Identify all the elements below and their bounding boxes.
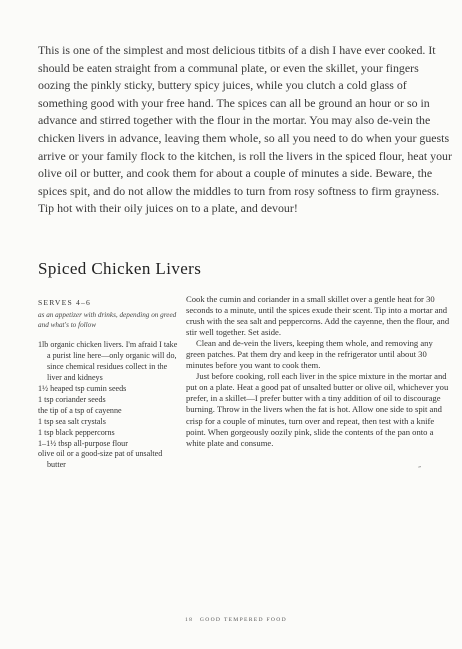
method-step: Just before cooking, roll each liver in the spice mixture in the mortar and put on a plate. Heat a good pat of unsalted butter or olive oil, whichever you prefer, in a skillet—I prefer butter with a tiny addition of oil to discourage burning. Throw in the livers when the fat is hot. Allow one side to spit and crisp for a couple of minutes, turn over and repeat, then test with a knife point. When gorgeously oozily pink, slide the contents of the pan onto a white plate and consume.: [186, 371, 449, 448]
ingredient-item: 1–1½ tbsp all-purpose flour: [38, 438, 128, 448]
ingredient-item: 1½ heaped tsp cumin seeds: [38, 384, 127, 394]
intro-paragraph: This is one of the simplest and most delicious titbits of a dish I have ever cooked. It should be eaten straight from a communal plate, or even the skillet, your fingers oozing the pinkly sticky, buttery spicy juices, while you clutch a cold glass of something good with your free hand. The spices can all be ground an hour or so in advance and stirred together with the flour in the mortar. You may also de-vein the chicken livers in advance, leaving them whole, so all you need to do when your guests arrive or your family flock to the kitchen, is roll the livers in the spiced flour, heat your olive oil or butter, and cook them for about a couple of minutes a side. Beware, the spices spit, and do not allow the middles to turn from rosy softness to firm grayness. Tip hot with their oily juices on to a plate, and devour!: [38, 43, 452, 216]
method-step: Cook the cumin and coriander in a small skillet over a gentle heat for 30 seconds to a minute, until the spices exude their scent. Tip into a mortar and crush with the sea salt and peppercorns. Add the cayenne, then the flour, and stir well together. Set aside.: [186, 294, 450, 338]
page-number: 18: [185, 617, 194, 623]
recipe-title: Spiced Chicken Livers: [38, 259, 202, 278]
method-column: [186, 294, 450, 449]
ingredient-item: 1 tsp sea salt crystals: [38, 416, 106, 426]
method-step: Clean and de-vein the livers, keeping them whole, and removing any green patches. Pat them dry and keep in the refrigerator until about 30 minutes before you want to cook them.: [186, 338, 433, 371]
running-title: GOOD TEMPERED FOOD: [199, 617, 287, 623]
ingredient-item: the tip of a tsp of cayenne: [38, 405, 122, 415]
ingredient-item: olive oil or a good-size pat of unsalted butter: [38, 449, 163, 470]
serves-note: as an appetizer with drinks, depending on greed and what's to follow: [38, 311, 177, 330]
ingredient-item: 1 tsp black peppercorns: [38, 427, 115, 437]
serves-label: SERVES 4–6: [38, 298, 91, 307]
page-footer: [185, 617, 287, 623]
ingredient-item: 1 tsp coriander seeds: [38, 394, 106, 404]
ingredient-list: [38, 340, 178, 471]
ornament-mark: ”: [418, 466, 422, 473]
ingredients-column: [38, 298, 178, 471]
ingredient-item: 1lb organic chicken livers. I'm afraid I take a purist line here—only organic will do, since chemical residues collect in the liver and kidneys: [38, 340, 178, 383]
